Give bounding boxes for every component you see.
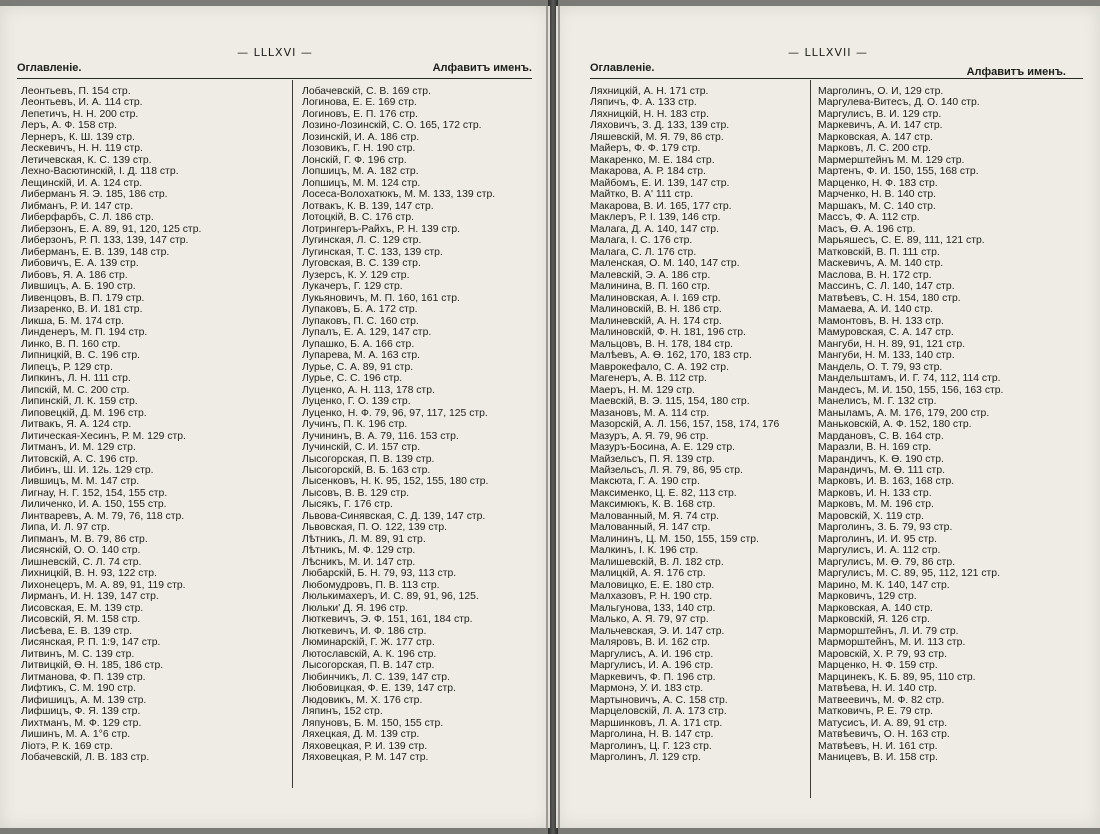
index-entry: Ляпинъ, 152 стр. bbox=[302, 706, 383, 718]
index-entry: Липа, И. Л. 97 стр. bbox=[21, 522, 110, 534]
index-entry: Мазуръ-Босина, А. Е. 129 стр. bbox=[590, 442, 736, 454]
index-entry: Марьяшесъ, С. Е. 89, 111, 121 стр. bbox=[818, 235, 985, 247]
index-entry: Литманова, Ф. П. 139 стр. bbox=[21, 671, 146, 683]
index-entry: Макарова, А. Р. 184 стр. bbox=[590, 166, 706, 178]
index-entry: Ляховецкая, Р. И. 139 стр. bbox=[302, 740, 428, 752]
index-entry: Либовичъ, Е. А. 139 стр. bbox=[21, 258, 139, 270]
index-entry: Маргулисъ, А. И. 196 стр. bbox=[590, 648, 714, 660]
index-entry: Марковъ, Л. С. 200 стр. bbox=[818, 143, 931, 155]
index-entry: Мардановъ, С. В. 164 стр. bbox=[818, 430, 944, 442]
column-divider bbox=[292, 80, 293, 788]
index-entry: Маргулисъ, М. С. 89, 95, 112, 121 стр. bbox=[818, 568, 1000, 580]
index-entry: Либерманъ, Е. В. 139, 148 стр. bbox=[21, 246, 170, 258]
binding-line bbox=[546, 6, 548, 828]
index-entry: Малага, С. Л. 176 стр. bbox=[590, 246, 697, 258]
index-entry: Марковская, А. 147 стр. bbox=[818, 131, 933, 143]
index-entry: Матусисъ, И. А. 89, 91 стр. bbox=[818, 717, 948, 729]
index-entry: Лобачевскій, Л. В. 183 стр. bbox=[21, 752, 150, 764]
right-page bbox=[556, 6, 1100, 828]
index-entry: Любомудровъ, П. В. 113 стр. bbox=[302, 579, 440, 591]
index-entry: Лонскій, Г. Ф. 196 стр. bbox=[302, 154, 407, 166]
index-entry: Мандесъ, М. И. 150, 155, 156, 163 стр. bbox=[818, 384, 1004, 396]
index-entry: Лучинскій, С. И. 157 стр. bbox=[302, 442, 421, 454]
index-entry: Лосеса-Волохатюкъ, М. М. 133, 139 стр. bbox=[302, 189, 496, 201]
index-entry: Максименко, Ц. Е. 82, 113 стр. bbox=[590, 487, 737, 499]
index-entry: Лупарева, М. А. 163 стр. bbox=[302, 350, 421, 362]
index-entry: Лишинъ, М. А. 1°6 стр. bbox=[21, 729, 131, 741]
index-entry: Лисовскій, Я. М. 158 стр. bbox=[21, 614, 141, 626]
index-entry: Марковская, А. 140 стр. bbox=[818, 602, 933, 614]
index-entry: Мангуби, Н. М. 133, 140 стр. bbox=[818, 350, 955, 362]
index-entry: Малхазовъ, Р. Н. 190 стр. bbox=[590, 591, 713, 603]
index-entry: Ляхницкій, А. Н. 171 стр. bbox=[590, 86, 709, 97]
index-entry: Лѣтникъ, Л. М. 89, 91 стр. bbox=[302, 533, 426, 545]
index-entry: Марголинъ, Ц. Г. 123 стр. bbox=[590, 740, 712, 752]
index-entry: Ляховичъ, З. Д. 133, 139 стр. bbox=[590, 120, 730, 132]
index-entry: Лепетичъ, Н. Н. 200 стр. bbox=[21, 108, 139, 120]
index-entry: Луговская, В. С. 139 стр. bbox=[302, 258, 421, 270]
index-entry: Лѣсникъ, М. И. 147 стр. bbox=[302, 556, 416, 568]
index-entry: Лишневскій, С. Л. 74 стр. bbox=[21, 556, 142, 568]
index-entry: Логинова, Е. Е. 169 стр. bbox=[302, 97, 417, 109]
index-entry: Малько, А. Я. 79, 97 стр. bbox=[590, 614, 709, 626]
index-entry: Либерзонъ, Р. П. 133, 139, 147 стр. bbox=[21, 235, 189, 247]
index-entry: Малкинъ, І. К. 196 стр. bbox=[590, 545, 699, 557]
index-entry: Маркевичъ, А. И. 147 стр. bbox=[818, 120, 943, 132]
index-entry: Марино, М. К. 140, 147 стр. bbox=[818, 579, 950, 591]
index-entry: Малининъ, Ц. М. 150, 155, 159 стр. bbox=[590, 533, 759, 545]
index-entry: Мандельштамъ, И. Г. 74, 112, 114 стр. bbox=[818, 373, 1001, 385]
index-entry: Макарова, В. И. 165, 177 стр. bbox=[590, 200, 732, 212]
index-entry: Литическая-Хесинъ, Р. М. 129 стр. bbox=[21, 430, 186, 442]
index-entry: Лизаренко, В. И. 181 стр. bbox=[21, 304, 143, 316]
index-entry: Литвакъ, Я. А. 124 стр. bbox=[21, 419, 132, 431]
index-entry: Лугинская, Л. С. 129 стр. bbox=[302, 235, 422, 247]
index-entry: Малиновскій, Ф. Н. 181, 196 стр. bbox=[590, 327, 746, 339]
index-entry: Либовъ, Я. А. 186 стр. bbox=[21, 269, 128, 281]
index-entry: Маньковскій, А. Ф. 152, 180 стр. bbox=[818, 419, 972, 431]
index-entry: Литманъ, И. М. 129 стр. bbox=[21, 442, 136, 454]
index-entry: Мальцовъ, В. Н. 178, 184 стр. bbox=[590, 338, 734, 350]
index-entry: Мальгунова, 133, 140 стр. bbox=[590, 602, 716, 614]
index-entry: Матвѣевичъ, О. Н. 163 стр. bbox=[818, 729, 950, 741]
index-entry: Максимюкъ, К. В. 168 стр. bbox=[590, 499, 716, 511]
index-entry: Маргулева-Витесъ, Д. О. 140 стр. bbox=[818, 97, 980, 109]
index-entry: Липманъ, М. В. 79, 86 стр. bbox=[21, 533, 148, 545]
index-entry: Марголинъ, З. Б. 79, 93 стр. bbox=[818, 522, 953, 534]
index-entry: Лихонецеръ, М. А. 89, 91, 119 стр. bbox=[21, 579, 186, 591]
index-entry: Маловицко, Е. Е. 180 стр. bbox=[590, 579, 715, 591]
index-entry: Мазорскій, А. Л. 156, 157, 158, 174, 176 bbox=[590, 419, 780, 431]
index-entry: Люткевичъ, И. Ф. 186 стр. bbox=[302, 625, 427, 637]
index-entry: Малага, І. С. 176 стр. bbox=[590, 235, 693, 247]
index-entry: Мангуби, Н. Н. 89, 91, 121 стр. bbox=[818, 338, 965, 350]
index-entry: Марценко, Н. Ф. 159 стр. bbox=[818, 660, 938, 672]
index-entry: Майтко, В. А' 111 стр. bbox=[590, 189, 694, 201]
index-entry: Лукьяновичъ, М. П. 160, 161 стр. bbox=[302, 292, 460, 304]
index-entry: Маргулисъ, В. И. 129 стр. bbox=[818, 108, 942, 120]
index-entry: Лучининъ, В. А. 79, 116. 153 стр. bbox=[302, 430, 459, 442]
index-entry: Лысогорскій, В. Б. 163 стр. bbox=[302, 464, 431, 476]
index-column-1 bbox=[590, 86, 820, 764]
index-entry: Массинъ, С. Л. 140, 147 стр. bbox=[818, 281, 955, 293]
index-entry: Лурье, С. С. 196 стр. bbox=[302, 373, 403, 385]
index-entry: Маргулисъ, И. А. 112 стр. bbox=[818, 545, 941, 557]
index-entry: Литвинъ, М. С. 139 стр. bbox=[21, 648, 135, 660]
index-entry: Люльки' Д. Я. 196 стр. bbox=[302, 602, 409, 614]
index-entry: Любовицкая, Ф. Е. 139, 147 стр. bbox=[302, 683, 456, 695]
index-entry: Марголинъ, О. И, 129 стр. bbox=[818, 86, 944, 97]
index-entry: Малинина, В. П. 160 стр. bbox=[590, 281, 711, 293]
index-entry: Лысякъ, Г. 176 стр. bbox=[302, 499, 393, 511]
index-entry: Липницкій, В. С. 196 стр. bbox=[21, 350, 141, 362]
index-entry: Марандичъ, К. Ѳ. 190 стр. bbox=[818, 453, 944, 465]
index-entry: Матвѣева, Н. И. 140 стр. bbox=[818, 683, 938, 695]
index-entry: Ліотэ, Р. К. 169 стр. bbox=[21, 740, 113, 752]
index-entry: Либинъ, Ш. И. 12ь. 129 стр. bbox=[21, 464, 154, 476]
index-entry: Майеръ, Ф. Ф. 179 стр. bbox=[590, 143, 701, 155]
index-entry: Марковичъ, 129 стр. bbox=[818, 591, 917, 603]
page-number: — LLLXVI — bbox=[237, 46, 313, 59]
index-entry: Лотрингеръ-Райхъ, Р. Н. 139 стр. bbox=[302, 223, 461, 235]
index-entry: Маршинковъ, Л. А. 171 стр. bbox=[590, 717, 723, 729]
index-entry: Ляховецкая, Р. М. 147 стр. bbox=[302, 752, 429, 764]
index-entry: Манелисъ, М. Г. 132 стр. bbox=[818, 396, 937, 408]
index-entry: Лузерсъ, К. У. 129 стр. bbox=[302, 269, 410, 281]
index-entry: Луценко, Н. Ф. 79, 96, 97, 117, 125 стр. bbox=[302, 407, 488, 419]
index-entry: Малицкій, А. Я. 176 стр. bbox=[590, 568, 706, 580]
index-entry: Мазуръ, А. Я. 79, 96 стр. bbox=[590, 430, 709, 442]
index-entry: Мартыновичъ, А. С. 158 стр. bbox=[590, 694, 728, 706]
binding-line bbox=[558, 6, 560, 828]
index-entry: Малевскій, Э. А. 186 стр. bbox=[590, 269, 711, 281]
index-entry: Маленская, О. М. 140, 147 стр. bbox=[590, 258, 740, 270]
index-entry: Майзельсъ, Л. Я. 79, 86, 95 стр. bbox=[590, 464, 743, 476]
index-entry: Лурье, С. А. 89, 91 стр. bbox=[302, 361, 414, 373]
index-entry: Мамонтовъ, В. Н. 133 стр. bbox=[818, 315, 944, 327]
index-entry: Литвицкій, Ѳ. Н. 185, 186 стр. bbox=[21, 660, 164, 672]
index-entry: Малѣевъ, А. Ѳ. 162, 170, 183 стр. bbox=[590, 350, 752, 362]
index-entry: Маргулисъ, И. А. 196 стр. bbox=[590, 660, 714, 672]
index-entry: Лернеръ, К. Ш. 139 стр. bbox=[21, 131, 135, 143]
index-entry: Маргулисъ, М. Ѳ. 79, 86 стр. bbox=[818, 556, 956, 568]
index-entry: Матвѣевъ, С. Н. 154, 180 стр. bbox=[818, 292, 961, 304]
index-entry: Мармонэ, У. И. 183 стр. bbox=[590, 683, 704, 695]
index-entry: Лиличенко, И. А. 150, 155 стр. bbox=[21, 499, 167, 511]
index-entry: Лещинскій, И. А. 124 стр. bbox=[21, 177, 143, 189]
index-entry: Малованный, М. Я. 74 стр. bbox=[590, 510, 719, 522]
index-entry: Матковскій, В. П. 111 стр. bbox=[818, 246, 940, 258]
index-entry: Мандель, О. Т. 79, 93 стр. bbox=[818, 361, 943, 373]
index-entry: Матвеевичъ, М. Ф. 82 стр. bbox=[818, 694, 945, 706]
index-entry: Лескевичъ, Н. Н. 119 стр. bbox=[21, 143, 143, 155]
index-entry: Малиновская, А. І. 169 стр. bbox=[590, 292, 721, 304]
header-rule bbox=[590, 78, 1083, 79]
index-column-2 bbox=[302, 86, 532, 764]
index-entry: Марцинекъ, К. Б. 89, 95, 110 стр. bbox=[818, 671, 976, 683]
index-entry: Маляровъ, В. И. 162 стр. bbox=[590, 637, 711, 649]
index-entry: Лысогорская, П. В. 147 стр. bbox=[302, 660, 435, 672]
index-entry: Марценко, Н. Ф. 183 стр. bbox=[818, 177, 938, 189]
index-entry: Лупаковъ, П. С. 160 стр. bbox=[302, 315, 419, 327]
index-entry: Либерманъ Я. Э. 185, 186 стр. bbox=[21, 189, 168, 201]
page-number: — LLLXVII — bbox=[788, 46, 868, 59]
index-entry: Лирманъ, И. Н. 139, 147 стр. bbox=[21, 591, 159, 603]
index-entry: Лысенковъ, Н. К. 95, 152, 155, 180 стр. bbox=[302, 476, 489, 488]
index-entry: Литовскій, А. С. 196 стр. bbox=[21, 453, 138, 465]
index-entry: Лозинскій, И. А. 186 стр. bbox=[302, 131, 420, 143]
index-entry: Липскій, М. С. 200 стр. bbox=[21, 384, 130, 396]
index-entry: Лисянская, Р. П. 1:9, 147 стр. bbox=[21, 637, 161, 649]
index-entry: Лопшицъ, М. М. 124 стр. bbox=[302, 177, 421, 189]
index-entry: Малиневскій, А. Н. 174 стр. bbox=[590, 315, 722, 327]
index-entry: Либерзонъ, Е. А. 89, 91, 120, 125 стр. bbox=[21, 223, 202, 235]
index-entry: Люткевичъ, Э. Ф. 151, 161, 184 стр. bbox=[302, 614, 473, 626]
index-entry: Любинчикъ, Л. С. 139, 147 стр. bbox=[302, 671, 450, 683]
index-entry: Лихницкій, В. Н. 93, 122 стр. bbox=[21, 568, 157, 580]
index-entry: Мамуровская, С. А. 147 стр. bbox=[818, 327, 954, 339]
index-entry: Малиновскій, В. Н. 186 стр. bbox=[590, 304, 722, 316]
index-entry: Марголина, Н. В. 147 стр. bbox=[590, 729, 714, 741]
index-entry: Лютославскій, А. К. 196 стр. bbox=[302, 648, 437, 660]
index-entry: Магенеръ, А. В. 112 стр. bbox=[590, 373, 707, 385]
index-entry: Леръ, А. Ф. 158 стр. bbox=[21, 120, 117, 132]
index-entry: Матвѣевъ, Н. И. 161 стр. bbox=[818, 740, 938, 752]
index-entry: Ливенцовъ, В. П. 179 стр. bbox=[21, 292, 145, 304]
index-entry: Малага, Д. А. 140, 147 стр. bbox=[590, 223, 719, 235]
left-page bbox=[0, 6, 550, 828]
index-entry: Малишевскій, В. Л. 182 стр. bbox=[590, 556, 724, 568]
index-entry: Ляпуновъ, Б. М. 150, 155 стр. bbox=[302, 717, 444, 729]
index-entry: Маевскій, В. Э. 115, 154, 180 стр. bbox=[590, 396, 750, 408]
index-entry: Лѣтникъ, М. Ф. 129 стр. bbox=[302, 545, 416, 557]
index-entry: Маровскій, Х. Р. 79, 93 стр. bbox=[818, 648, 947, 660]
index-entry: Лифшицъ, Ф. Я. 139 стр. bbox=[21, 706, 141, 718]
index-entry: Любарскій, Б. Н. 79, 93, 113 стр. bbox=[302, 568, 457, 580]
index-entry: Маврокефало, С. А. 192 стр. bbox=[590, 361, 729, 373]
index-entry: Логиновъ, Е. П. 176 стр. bbox=[302, 108, 418, 120]
index-entry: Лотоцкій, В. С. 176 стр. bbox=[302, 212, 414, 224]
index-entry: Лившицъ, М. М. 147 стр. bbox=[21, 476, 140, 488]
index-entry: Маршакъ, М. С. 140 стр. bbox=[818, 200, 936, 212]
index-entry: Маразли, В. Н. 169 стр. bbox=[818, 442, 932, 454]
index-entry: Луценко, А. Н. 113, 178 стр. bbox=[302, 384, 435, 396]
index-entry: Лозино-Лозинскій, С. О. 165, 172 стр. bbox=[302, 120, 482, 132]
index-entry: Мамаева, А. И. 140 стр. bbox=[818, 304, 933, 316]
index-entry: Марковъ, И. В. 163, 168 стр. bbox=[818, 476, 955, 488]
index-entry: Лившицъ, А. Б. 190 стр. bbox=[21, 281, 136, 293]
index-entry: Макаренко, М. Е. 184 стр. bbox=[590, 154, 715, 166]
index-entry: Лифтикъ, С. М. 190 стр. bbox=[21, 683, 136, 695]
index-entry: Маслова, В. Н. 172 стр. bbox=[818, 269, 932, 281]
index-entry: Маровскій, Х. 119 стр. bbox=[818, 510, 924, 522]
index-entry: Ляпичъ, Ф. А. 133 стр. bbox=[590, 97, 697, 109]
index-entry: Мартенъ, Ф. И. 150, 155, 168 стр. bbox=[818, 166, 979, 178]
index-entry: Линтваревъ, А. М. 79, 76, 118 стр. bbox=[21, 510, 185, 522]
index-entry: Марцеловскій, Л. А. 173 стр. bbox=[590, 706, 727, 718]
index-entry: Ляхецкая, Д. М. 139 стр. bbox=[302, 729, 420, 741]
index-entry: Либманъ, Р. И. 147 стр. bbox=[21, 200, 134, 212]
index-entry: Максюта, Г. А. 190 стр. bbox=[590, 476, 700, 488]
index-entry: Маркевичъ, Ф. П. 196 стр. bbox=[590, 671, 716, 683]
index-entry: Марморштейнъ, М. И. 113 стр. bbox=[818, 637, 966, 649]
index-entry: Лукачеръ, Г. 129 стр. bbox=[302, 281, 403, 293]
index-entry: Львова-Синявская, С. Д. 139, 147 стр. bbox=[302, 510, 486, 522]
index-entry: Майбомъ, Е. И. 139, 147 стр. bbox=[590, 177, 730, 189]
index-entry: Лехно-Васютинскій, І. Д. 118 стр. bbox=[21, 166, 179, 178]
index-entry: Лотвакъ, К. В. 139, 147 стр. bbox=[302, 200, 434, 212]
index-entry: Люминарскій, Г. Ж. 177 стр. bbox=[302, 637, 435, 649]
index-entry: Майзельсъ, П. Я. 139 стр. bbox=[590, 453, 715, 465]
index-entry: Марковъ, М. М. 196 стр. bbox=[818, 499, 934, 511]
index-entry: Ляшевскій, М. Я. 79, 86 стр. bbox=[590, 131, 724, 143]
index-column-2 bbox=[818, 86, 1053, 764]
index-entry: Липкинъ, Л. Н. 111 стр. bbox=[21, 373, 131, 385]
index-entry: Марченко, Н. В. 140 стр. bbox=[818, 189, 937, 201]
index-entry: Лугинская, Т. С. 133, 139 стр. bbox=[302, 246, 443, 258]
index-entry: Людовикъ, М. Х. 176 стр. bbox=[302, 694, 423, 706]
index-entry: Лысогорская, П. В. 139 стр. bbox=[302, 453, 435, 465]
index-entry: Липовецкій, Д. М. 196 стр. bbox=[21, 407, 147, 419]
index-entry: Лупалъ, Е. А. 129, 147 стр. bbox=[302, 327, 432, 339]
index-entry: Марголинъ, И. И. 95 стр. bbox=[818, 533, 937, 545]
index-entry: Летичевская, К. С. 139 стр. bbox=[21, 154, 152, 166]
index-entry: Маницевъ, В. И. 158 стр. bbox=[818, 752, 938, 764]
index-entry: Марковъ, И. Н. 133 стр. bbox=[818, 487, 932, 499]
index-entry: Мазановъ, М. А. 114 стр. bbox=[590, 407, 710, 419]
index-entry: Мармерштейнъ М. М. 129 стр. bbox=[818, 154, 965, 166]
index-entry: Лучинъ, П. К. 196 стр. bbox=[302, 419, 408, 431]
index-entry: Марголинъ, Л. 129 стр. bbox=[590, 752, 701, 764]
index-entry: Липецъ, Р. 129 стр. bbox=[21, 361, 113, 373]
index-entry: Лихтманъ, М. Ф. 129 стр. bbox=[21, 717, 142, 729]
index-entry: Львовская, П. О. 122, 139 стр. bbox=[302, 522, 448, 534]
index-entry: Лобачевскій, С. В. 169 стр. bbox=[302, 86, 431, 97]
index-entry: Марморштейнъ, Л. И. 79 стр. bbox=[818, 625, 959, 637]
index-entry: Лисовская, Е. М. 139 стр. bbox=[21, 602, 144, 614]
index-entry: Ликша, Б. М. 174 стр. bbox=[21, 315, 124, 327]
index-entry: Масъ, Ѳ. А. 196 стр. bbox=[818, 223, 916, 235]
index-entry: Лифишицъ, А. М. 139 стр. bbox=[21, 694, 147, 706]
index-entry: Лозовикъ, Г. Н. 190 стр. bbox=[302, 143, 416, 155]
index-entry: Лопшицъ, М. А. 182 стр. bbox=[302, 166, 419, 178]
index-entry: Массъ, Ф. А. 112 стр. bbox=[818, 212, 920, 224]
index-entry: Марковскій, Я. 126 стр. bbox=[818, 614, 930, 626]
index-entry: Маскевичъ, А. М. 140 стр. bbox=[818, 258, 944, 270]
index-entry: Луценко, Г. О. 139 стр. bbox=[302, 396, 411, 408]
header-alphabet: Алфавитъ именъ. bbox=[432, 62, 532, 74]
index-entry: Лупаковъ, Б. А. 172 стр. bbox=[302, 304, 418, 316]
index-entry: Матковичъ, Р. Е. 79 стр. bbox=[818, 706, 934, 718]
index-entry: Лысовъ, В. В. 129 стр. bbox=[302, 487, 410, 499]
index-entry: Лигнау, Н. Г. 152, 154, 155 стр. bbox=[21, 487, 168, 499]
header-alphabet: Алфавитъ именъ. bbox=[966, 66, 1066, 78]
index-entry: Липинскій, Л. К. 159 стр. bbox=[21, 396, 138, 408]
header-contents: Оглавленіе. bbox=[17, 62, 82, 74]
index-entry: Маныламъ, А. М. 176, 179, 200 стр. bbox=[818, 407, 990, 419]
index-entry: Люлькимахеръ, И. С. 89, 91, 96, 125. bbox=[302, 591, 479, 603]
index-entry: Маеръ, Н. М. 129 стр. bbox=[590, 384, 695, 396]
index-entry: Лупашко, Б. А. 166 стр. bbox=[302, 338, 415, 350]
index-entry: Линденеръ, М. П. 194 стр. bbox=[21, 327, 148, 339]
index-entry: Марандичъ, М. Ѳ. 111 стр. bbox=[818, 464, 945, 476]
header-rule bbox=[17, 78, 532, 79]
header-contents: Оглавленіе. bbox=[590, 62, 655, 74]
index-column-1 bbox=[21, 86, 287, 764]
index-entry: Леонтьевъ, П. 154 стр. bbox=[21, 86, 131, 97]
index-entry: Линко, В. П. 160 стр. bbox=[21, 338, 121, 350]
index-entry: Лисѣева, Е. В. 139 стр. bbox=[21, 625, 133, 637]
index-entry: Либерфарбъ, С. Л. 186 стр. bbox=[21, 212, 154, 224]
index-entry: Ляхницкій, Н. Н. 183 стр. bbox=[590, 108, 709, 120]
index-entry: Мальчевская, Э. И. 147 стр. bbox=[590, 625, 725, 637]
index-entry: Лисянскій, О. О. 140 стр. bbox=[21, 545, 141, 557]
index-entry: Леонтьевъ, И. А. 114 стр. bbox=[21, 97, 143, 109]
index-entry: Малованный, Я. 147 стр. bbox=[590, 522, 711, 534]
index-entry: Маклеръ, Р. І. 139, 146 стр. bbox=[590, 212, 721, 224]
